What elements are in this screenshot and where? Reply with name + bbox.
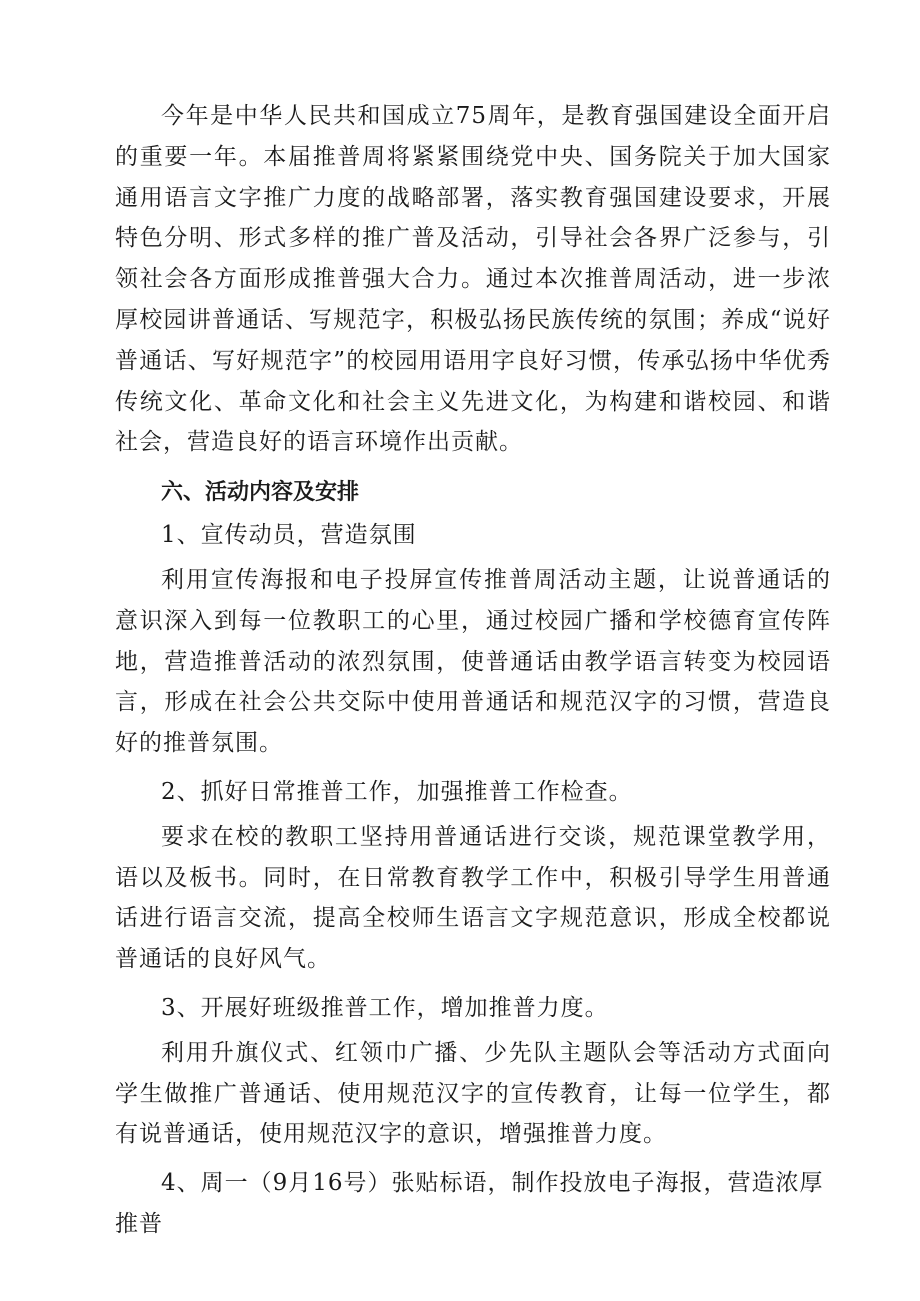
item-body-2: 要求在校的教职工坚持用普通话进行交谈，规范课堂教学用，语以及板书。同时，在日常教育教学工作中，积极引导学生用普通话进行语言交流，提高全校师生语言文字规范意识，形成全校都说普通话的良好风气。 <box>115 823 831 973</box>
item-heading-1: 1、宣传动员，营造氛围 <box>161 522 417 549</box>
document-page <box>115 96 831 1245</box>
item-heading-2: 2、抓好日常推普工作，加强推普工作检查。 <box>161 778 633 805</box>
item-body-3: 利用升旗仪式、红领巾广播、少先队主题队会等活动方式面向学生做推广普通话、使用规范汉字的宣传教育，让每一位学生，都有说普通话，使用规范汉字的意识，增强推普力度。 <box>115 1039 831 1148</box>
section-title: 六、活动内容及安排 <box>161 480 360 506</box>
intro-paragraph: 今年是中华人民共和国成立75周年，是教育强国建设全面开启的重要一年。本届推普周将紧紧围绕党中央、国务院关于加大国家通用语言文字推广力度的战略部署，落实教育强国建设要求，开展特色分明、形式多样的推广普及活动，引导社会各界广泛参与，引领社会各方面形成推普强大合力。通过本次推普周活动，进一步浓厚校园讲普通话、写规范字，积极弘扬民族传统的氛围；养成“说好普通话、写好规范字”的校园用语用字良好习惯，传承弘扬中华优秀传统文化、革命文化和社会主义先进文化，为构建和谐校园、和谐社会，营造良好的语言环境作出贡献。 <box>115 103 831 456</box>
item-heading-4: 4、周一（9月16号）张贴标语，制作投放电子海报，营造浓厚推普 <box>115 1170 824 1237</box>
item-heading-3: 3、开展好班级推普工作，增加推普力度。 <box>161 994 609 1021</box>
item-body-1: 利用宣传海报和电子投屏宣传推普周活动主题，让说普通话的意识深入到每一位教职工的心里，通过校园广播和学校德育宣传阵地，营造推普活动的浓烈氛围，使普通话由教学语言转变为校园语言，形成在社会公共交际中使用普通话和规范汉字的习惯，营造良好的推普氛围。 <box>115 566 831 757</box>
